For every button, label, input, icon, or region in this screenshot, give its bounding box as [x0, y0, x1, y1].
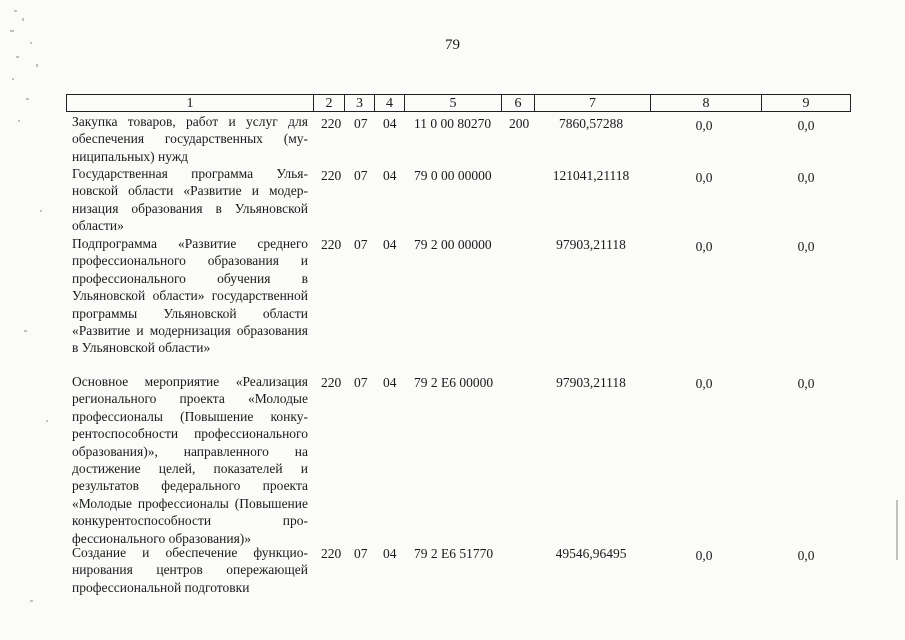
cell-col-9: 0,0	[797, 376, 815, 391]
cell-col-2: 220	[321, 375, 342, 390]
cell-col-4: 04	[383, 237, 397, 252]
column-header-4: 4	[375, 95, 405, 111]
cell-col-2: 220	[321, 116, 342, 131]
cell-col-7: 7860,57288	[558, 116, 624, 131]
cell-col-3: 07	[354, 546, 368, 561]
cell-col-4: 04	[383, 116, 397, 131]
cell-col-3: 07	[354, 168, 368, 183]
cell-col-9: 0,0	[797, 548, 815, 563]
column-header-8: 8	[651, 95, 762, 111]
cell-col-7: 121041,21118	[552, 168, 630, 183]
cell-col-2: 220	[321, 168, 342, 183]
cell-col-7: 97903,21118	[556, 375, 626, 390]
column-header-2: 2	[314, 95, 345, 111]
row-description: Закупка товаров, работ и услуг для обеспечения государственных (муниципальных) нужд	[72, 114, 308, 164]
cell-col-8: 0,0	[695, 118, 713, 133]
cell-col-8: 0,0	[695, 376, 713, 391]
cell-col-9: 0,0	[797, 118, 815, 133]
cell-col-8: 0,0	[695, 548, 713, 563]
cell-col-2: 220	[321, 546, 342, 561]
column-header-9: 9	[802, 96, 810, 111]
cell-col-8: 0,0	[695, 170, 713, 185]
cell-col-8: 0,0	[695, 239, 713, 254]
cell-col-4: 04	[383, 168, 397, 183]
column-header-3: 3	[345, 95, 375, 111]
page-number: 79	[445, 37, 460, 53]
cell-col-3: 07	[354, 116, 368, 131]
cell-col-4: 04	[383, 375, 397, 390]
column-header-6: 6	[502, 95, 535, 111]
table-header	[66, 94, 851, 112]
cell-col-6: 200	[509, 116, 530, 131]
cell-col-5: 79 2 Е6 00000	[414, 375, 494, 390]
column-header-5: 5	[405, 95, 502, 111]
row-description: Государственная программа Ульяновской области «Развитие и модернизация образования в Ульяновской области»	[72, 166, 308, 234]
cell-col-7: 49546,96495	[555, 546, 627, 561]
row-description: Создание и обеспечение функционирования центров опережающей профессиональной подготовки	[72, 545, 308, 595]
cell-col-3: 07	[354, 375, 368, 390]
row-description: Подпрограмма «Развитие среднего профессионального образования и профессионального обучения в Ульяновской области» государственной программы Ульяновской области «Развитие и модернизация образования в Ульяновской области»	[72, 236, 308, 356]
cell-col-7: 97903,21118	[556, 237, 626, 252]
cell-col-3: 07	[354, 237, 368, 252]
cell-col-9: 0,0	[797, 170, 815, 185]
column-header-1: 1	[67, 95, 314, 111]
cell-col-5: 79 0 00 00000	[414, 168, 492, 183]
cell-col-9: 0,0	[797, 239, 815, 254]
cell-col-5: 11 0 00 80270	[414, 116, 492, 131]
column-header-7: 7	[535, 95, 651, 111]
row-description: Основное мероприятие «Реализация регионального проекта «Молодые профессионалы (Повышение конкурентоспособности профессионального образования)», направленного на достижение целей, показателей и результатов федерального проекта «Молодые профессионалы (Повышение конкурентоспособности профессионального образования)»	[72, 374, 308, 546]
cell-col-5: 79 2 00 00000	[414, 237, 492, 252]
cell-col-5: 79 2 Е6 51770	[414, 546, 494, 561]
cell-col-2: 220	[321, 237, 342, 252]
cell-col-4: 04	[383, 546, 397, 561]
